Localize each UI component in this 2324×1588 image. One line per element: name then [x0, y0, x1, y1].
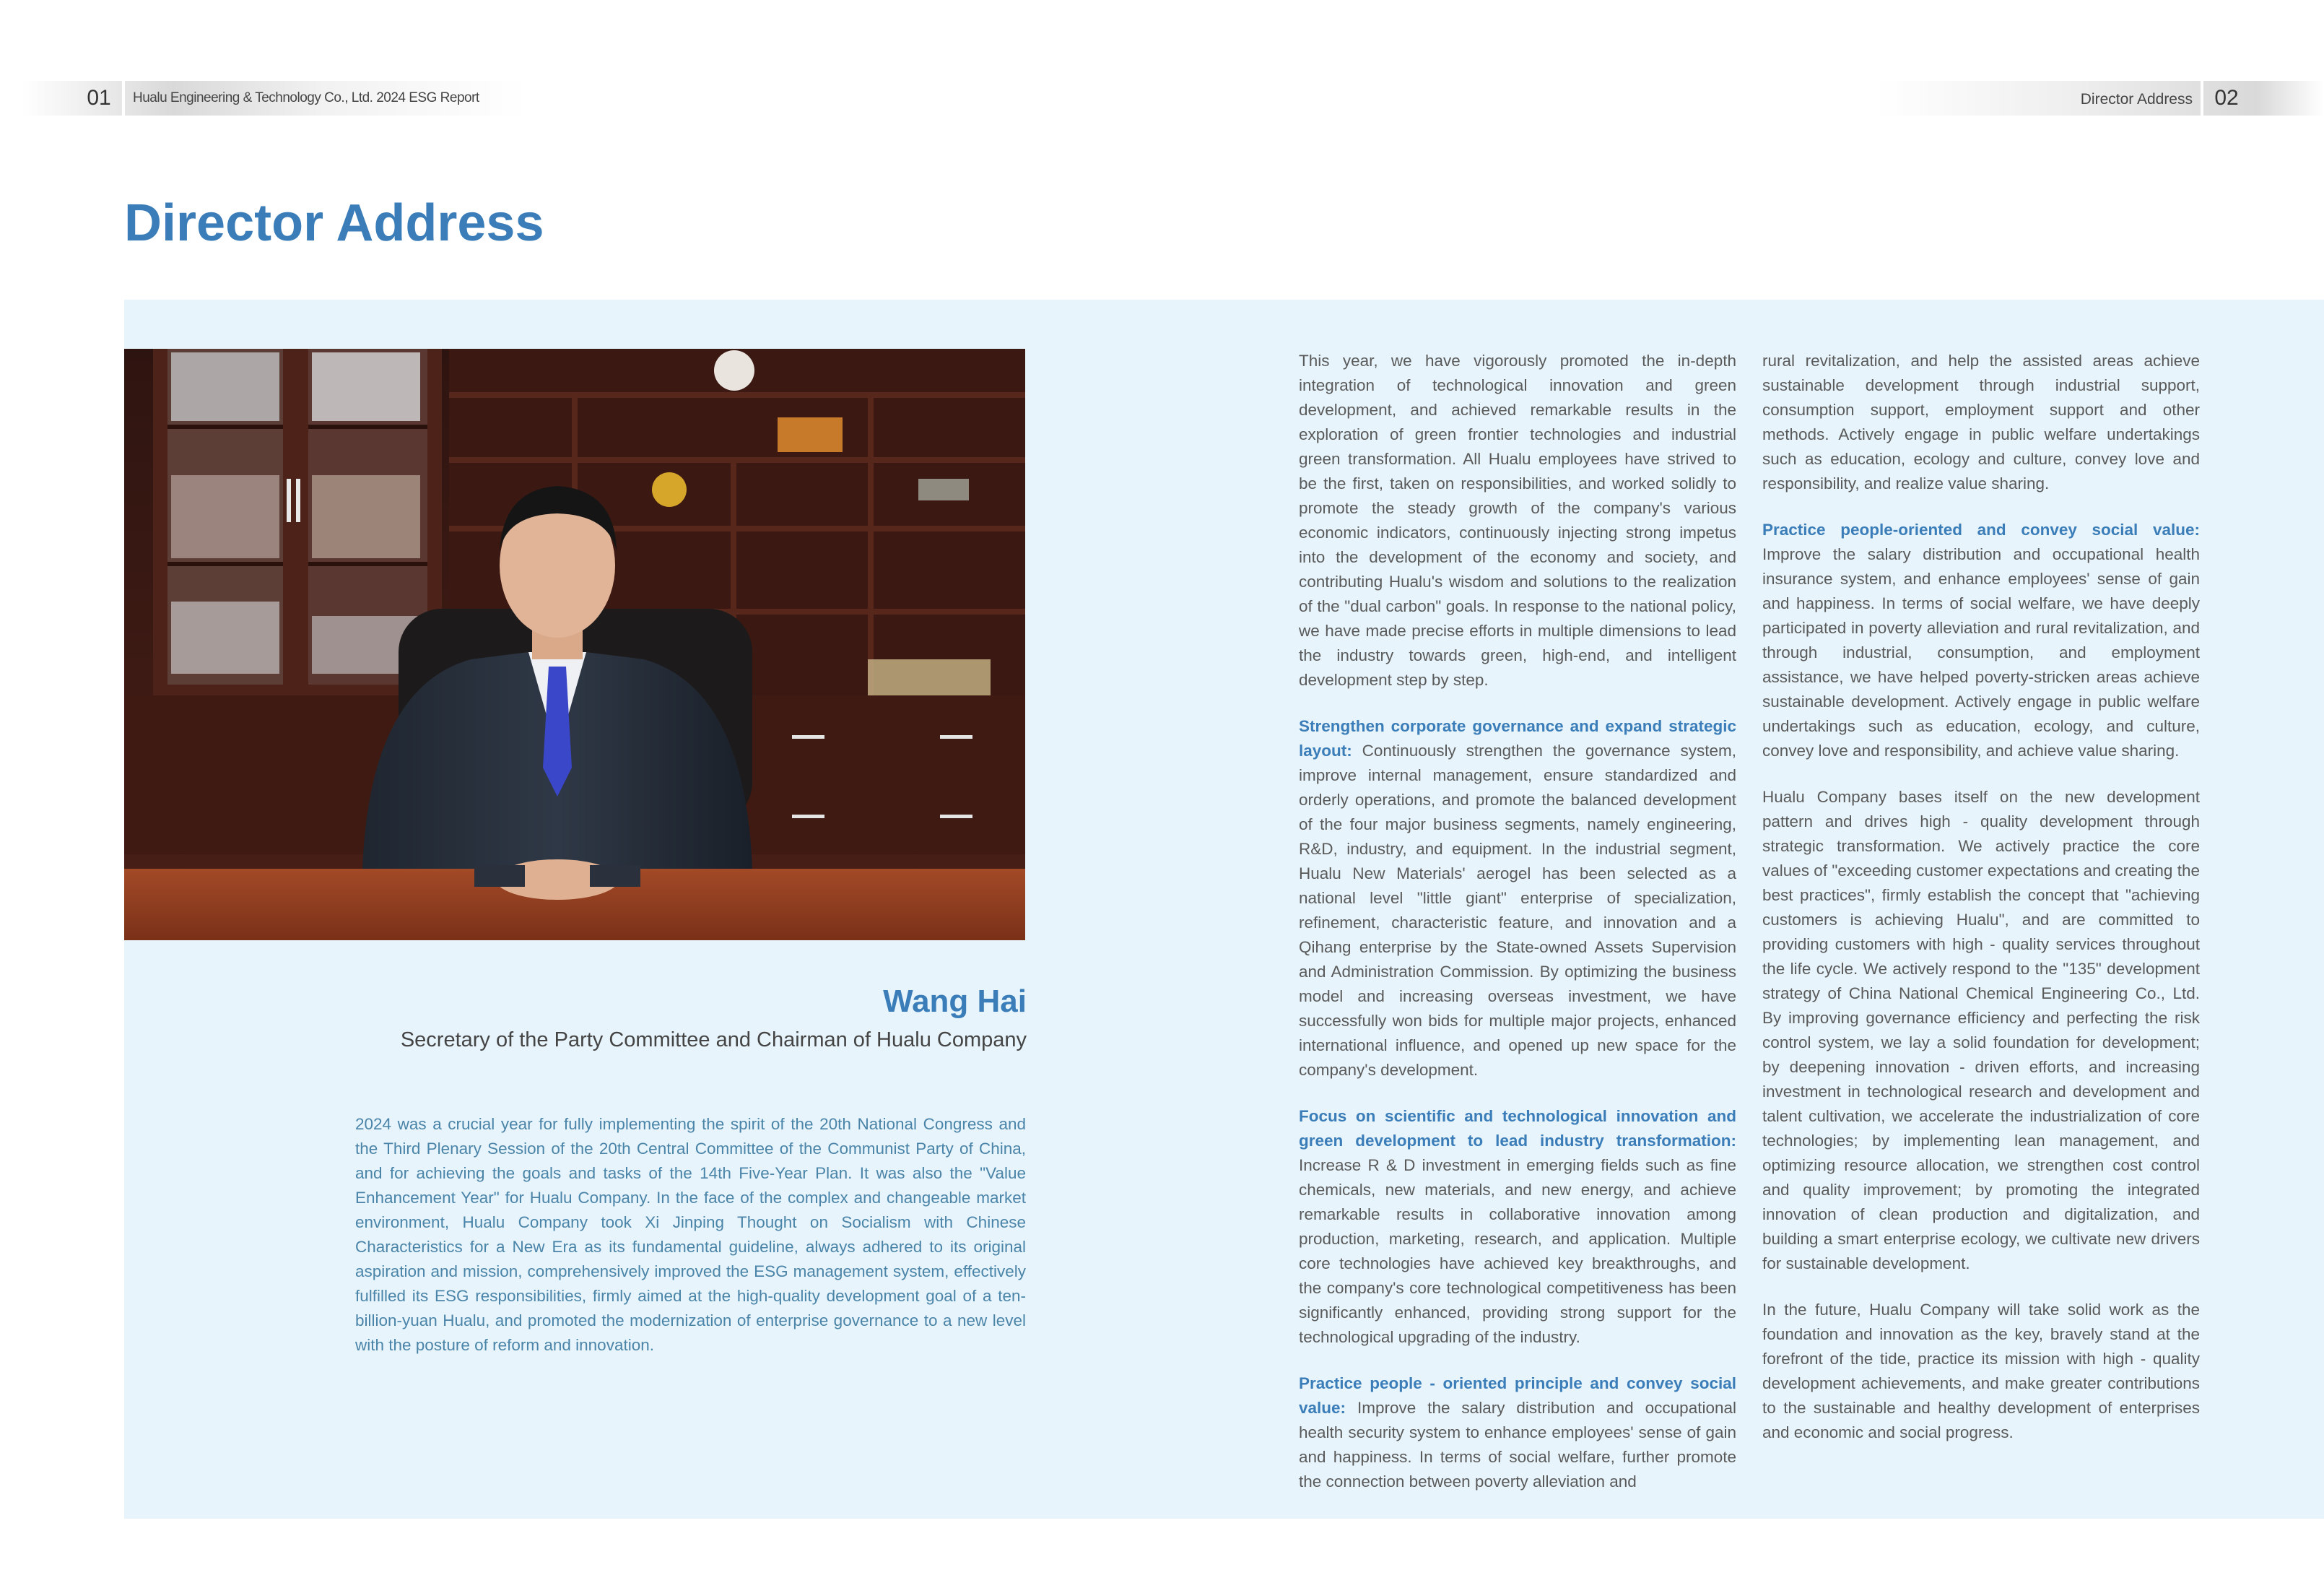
paragraph-heading: Focus on scientific and technological innovation and green development to lead industry transformation: — [1299, 1107, 1736, 1150]
paragraph — [1299, 1371, 1736, 1494]
paragraph-heading: Strengthen corporate governance and expand strategic layout: — [1299, 717, 1736, 760]
report-title: Hualu Engineering & Technology Co., Ltd. 2024 ESG Report — [133, 90, 479, 105]
address-column-1 — [1299, 349, 1736, 1516]
paragraph-body: Increase R & D investment in emerging fields such as fine chemicals, new materials, and new energy, and achieve remarkable results in collaborative innovation among production, marketing, research, and application. Multiple core technologies have achieved key breakthroughs, and the company's core technological competitiveness has been significantly enhanced, providing strong support for the technological upgrading of the industry. — [1299, 1156, 1736, 1346]
director-name: Wang Hai — [883, 984, 1027, 1019]
paragraph-body: Continuously strengthen the governance system, improve internal management, ensure standardized and orderly operations, and promote the balanced development of the four major business segments, namely engineering, R&D, industry, and equipment. In the industrial segment, Hualu New Materials' aerogel has been selected as a national level "little giant" enterprise of specialization, refinement, characteristic feature, and innovation and a Qihang enterprise by the State-owned Assets Supervision and Administration Commission. By optimizing the business model and increasing overseas investment, we have successfully won bids for multiple major projects, enhanced international influence, and opened up new space for the company's development. — [1299, 742, 1736, 1079]
page-number-right: 02 — [2214, 86, 2239, 110]
header-divider — [122, 81, 125, 116]
paragraph — [1299, 1104, 1736, 1350]
paragraph-body: Improve the salary distribution and occupational health security system to enhance employees' sense of gain and happiness. In terms of social welfare, further promote the connection between poverty alleviation and — [1299, 1399, 1736, 1491]
page-title: Director Address — [124, 194, 544, 252]
director-role: Secretary of the Party Committee and Chairman of Hualu Company — [400, 1028, 1027, 1051]
paragraph: rural revitalization, and help the assisted areas achieve sustainable development through industrial support, consumption support, employment support and other methods. Actively engage in public welfare undertakings such as education, ecology and culture, convey love and responsibility, and realize value sharing. — [1762, 352, 2200, 493]
intro-paragraph: 2024 was a crucial year for fully implementing the spirit of the 20th National Congress and the Third Plenary Session of the 20th Central Committee of the Communist Party of China, and for achieving the goals and tasks of the 14th Five-Year Plan. It was also the "Value Enhancement Year" for Hualu Company. In the face of the complex and changeable market environment, Hualu Company took Xi Jinping Thought on Socialism with Chinese Characteristics for a New Era as its fundamental guideline, always adhered to its original aspiration and mission, comprehensively improved the ESG management system, effectively fulfilled its ESG responsibilities, firmly aimed at the high-quality development goal of a ten-billion-yuan Hualu, and promoted the modernization of enterprise governance to a new level with the posture of reform and innovation. — [355, 1115, 1026, 1354]
section-title: Director Address — [2080, 91, 2193, 108]
paragraph — [1762, 518, 2200, 763]
address-column-2 — [1762, 349, 2200, 1467]
paragraph-heading: Practice people - oriented principle and convey social value: — [1299, 1374, 1736, 1417]
page-number-left: 01 — [87, 86, 111, 110]
director-photo — [124, 349, 1025, 940]
paragraph-body: Improve the salary distribution and occupational health insurance system, and enhance employees' sense of gain and happiness. In terms of social welfare, we have deeply participated in poverty alleviation and rural revitalization, and through industrial, consumption, and employment assistance, we have helped poverty-stricken areas achieve sustainable development. Actively engage in public welfare undertakings such as education, ecology, and culture, convey love and responsibility, and achieve value sharing. — [1762, 545, 2200, 760]
paragraph: Hualu Company bases itself on the new development pattern and drives high - quality development through strategic transformation. We actively practice the core values of "exceeding customer expectations and creating the best practices", firmly establish the concept that "achieving customers is achieving Hualu", and are committed to providing customers with high - quality services throughout the life cycle. We actively respond to the "135" development strategy of China National Chemical Engineering Co., Ltd. By improving governance efficiency and perfecting the risk control system, we lay a solid foundation for development; by deepening innovation - driven efforts, and increasing investment in technological research and development and talent cultivation, we accelerate the industrialization of core technologies; by implementing lean management, and optimizing resource allocation, we strengthen cost control and quality improvement; by promoting the integrated innovation of clean production and digitalization, and building a smart enterprise ecology, we cultivate new drivers for sustainable development. — [1762, 788, 2200, 1272]
paragraph: In the future, Hualu Company will take solid work as the foundation and innovation as the key, bravely stand at the forefront of the tide, practice its mission with high - quality development achievements, and make greater contributions to the sustainable and healthy development of enterprises and economic and social progress. — [1762, 1301, 2200, 1441]
paragraph — [1299, 714, 1736, 1082]
paragraph-heading: Practice people-oriented and convey social value: — [1762, 521, 2200, 539]
paragraph: This year, we have vigorously promoted the in-depth integration of technological innovation and green development, and achieved remarkable results in the exploration of green frontier technologies and industrial green transformation. All Hualu employees have strived to be the first, taken on responsibilities, and worked solidly to promote the steady growth of the company's various economic indicators, continuously injecting strong impetus into the development of the economy and society, and contributing Hualu's wisdom and solutions to the realization of the "dual carbon" goals. In response to the national policy, we have made precise efforts in multiple dimensions to lead the industry towards green, high-end, and intelligent development step by step. — [1299, 352, 1736, 689]
